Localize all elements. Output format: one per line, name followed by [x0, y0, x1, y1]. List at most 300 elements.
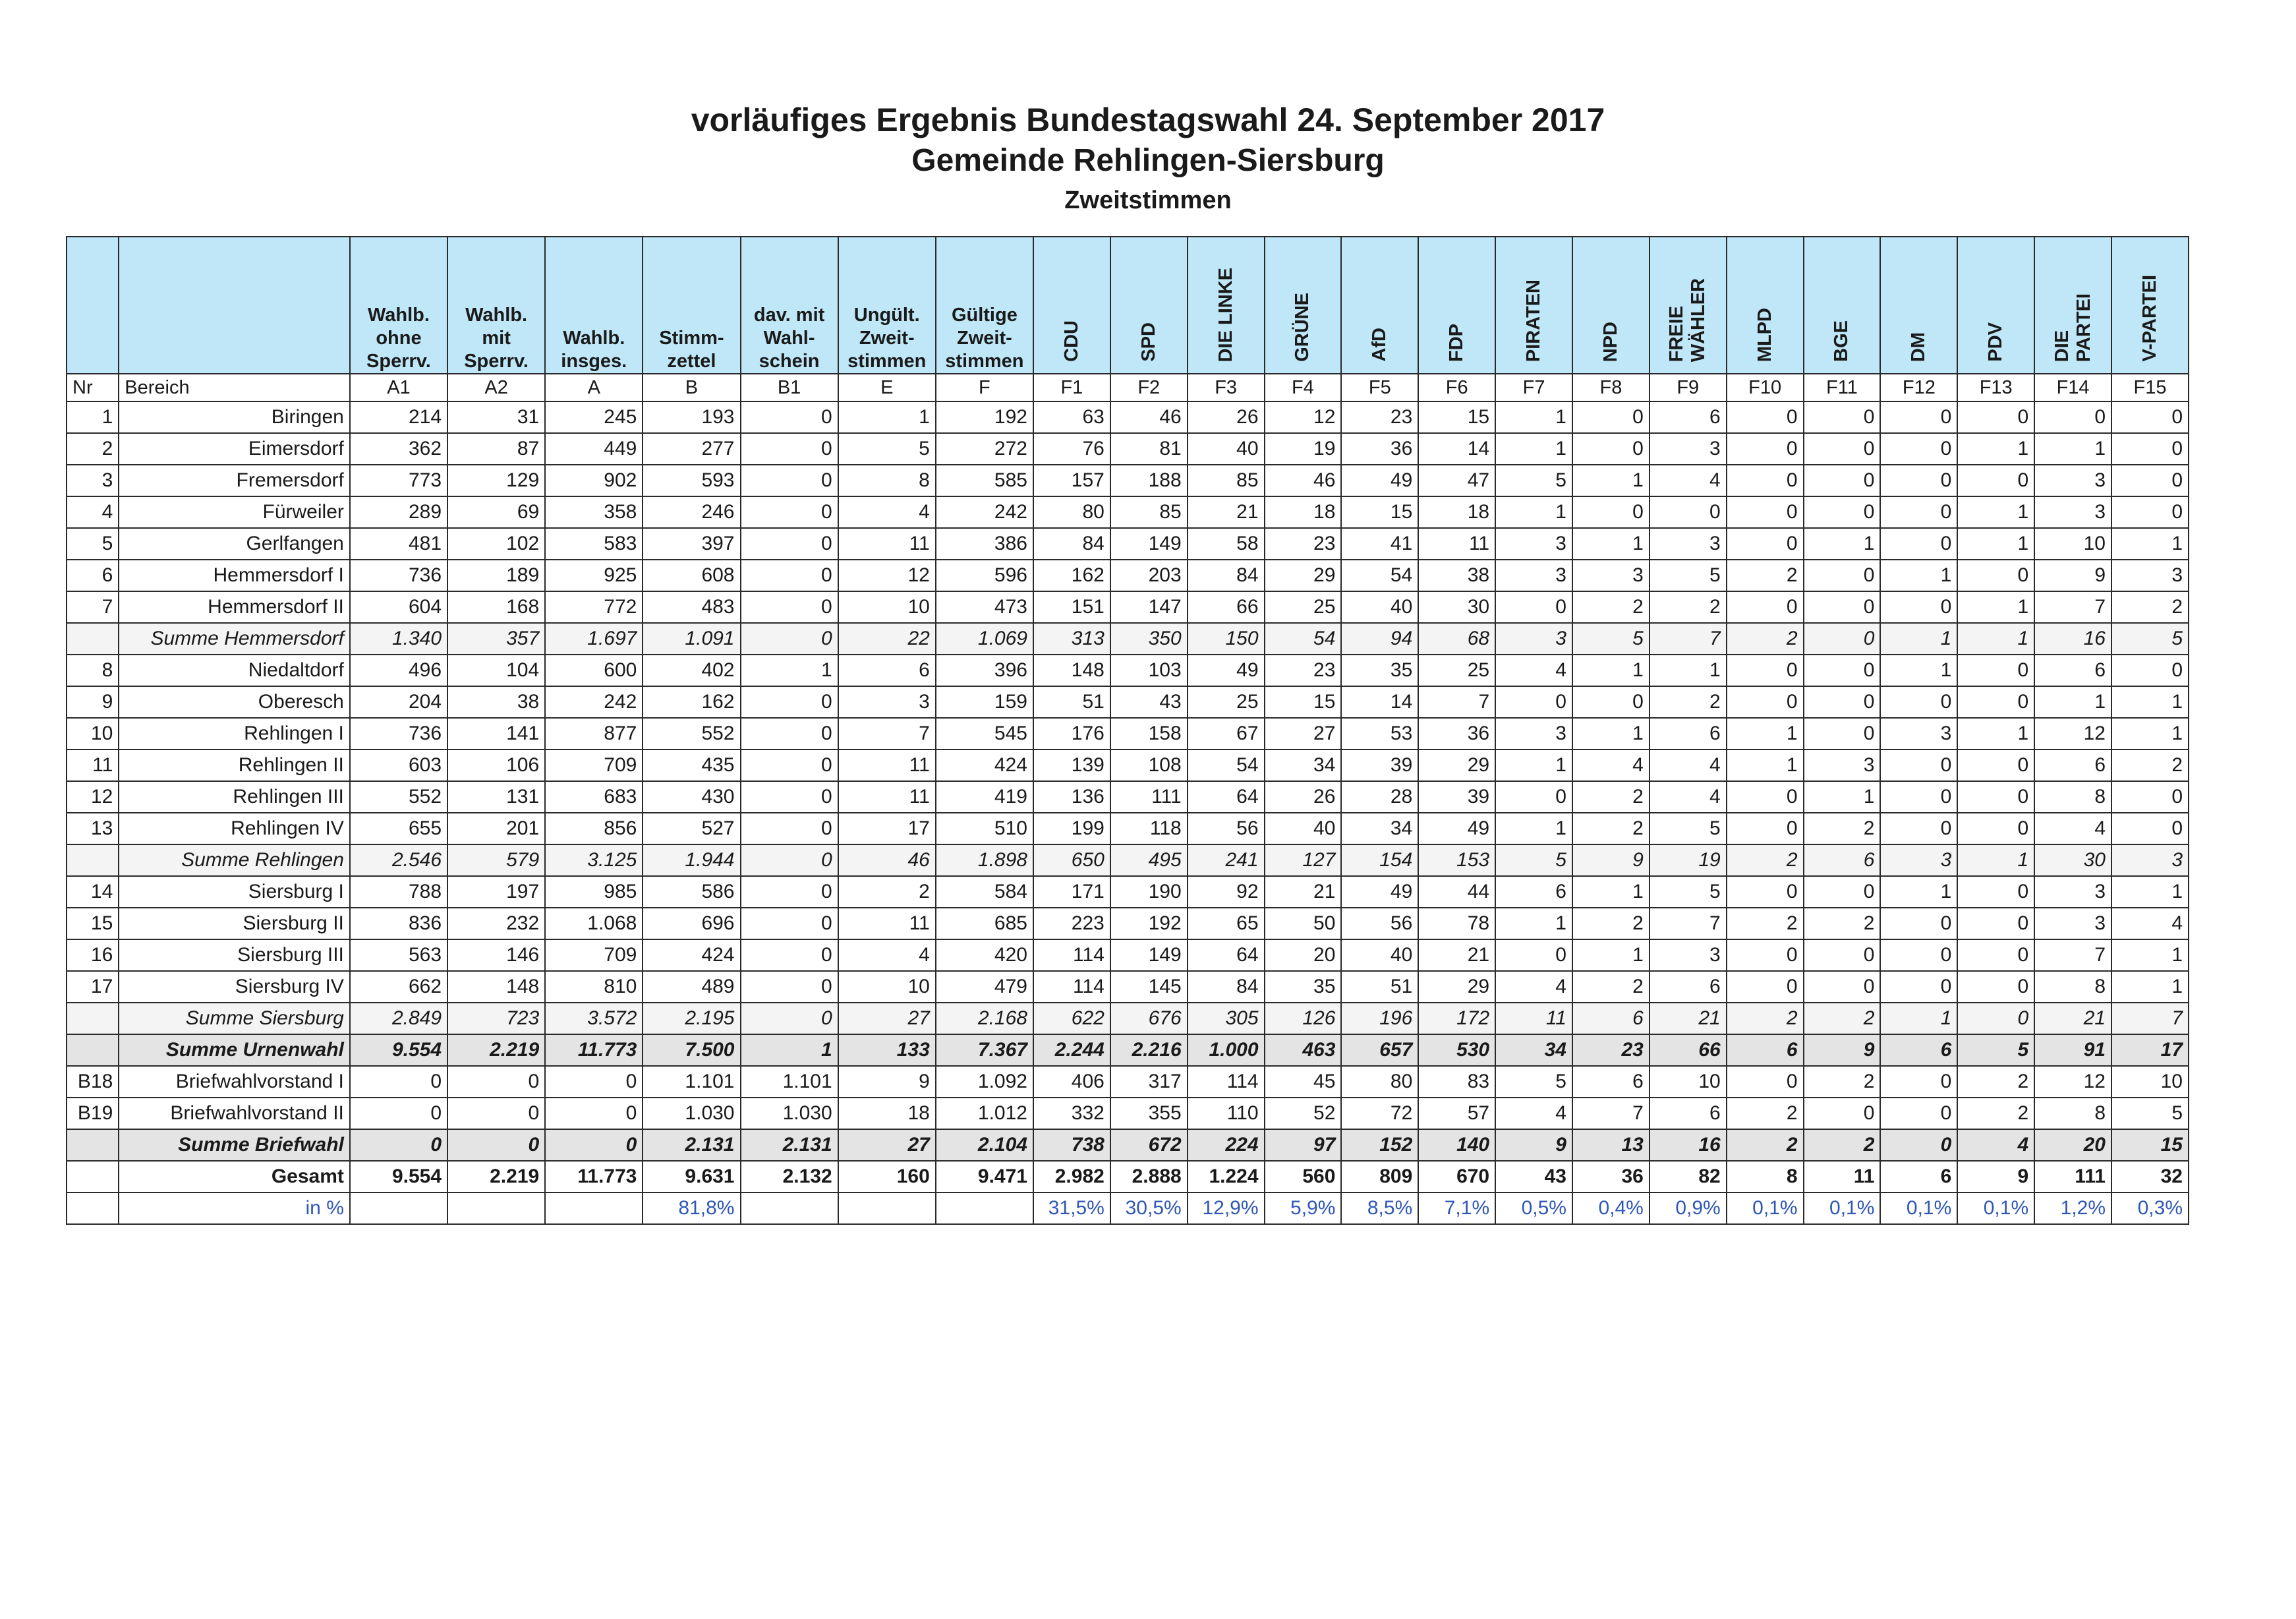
table-cell: 35	[1341, 655, 1418, 686]
table-cell: 357	[447, 623, 545, 655]
column-header	[1572, 237, 1650, 374]
column-header	[1418, 237, 1495, 374]
table-cell: 0	[1804, 623, 1881, 655]
table-cell: 0	[1957, 686, 2034, 718]
table-cell: 97	[1265, 1129, 1342, 1161]
table-row	[67, 465, 2189, 496]
row-label: in %	[119, 1192, 350, 1224]
table-cell: 596	[936, 560, 1033, 591]
table-cell: 171	[1033, 876, 1110, 908]
row-number: 15	[67, 908, 119, 939]
table-row	[67, 655, 2189, 686]
table-cell: 0	[1957, 939, 2034, 971]
table-cell: 192	[936, 401, 1033, 433]
table-cell: 0	[1880, 781, 1957, 813]
table-cell: 5	[1495, 844, 1572, 876]
table-cell: 29	[1418, 971, 1495, 1003]
table-cell: 25	[1188, 686, 1265, 718]
column-header	[1110, 237, 1188, 374]
table-cell: 2.219	[447, 1034, 545, 1066]
table-cell: 11	[1418, 528, 1495, 560]
table-cell: 6	[1727, 1034, 1804, 1066]
table-cell: 925	[545, 560, 643, 591]
table-cell: 0	[1804, 591, 1881, 623]
table-cell: 810	[545, 971, 643, 1003]
table-cell: 133	[838, 1034, 936, 1066]
table-cell: 0	[1880, 1066, 1957, 1098]
table-cell: 5	[1650, 876, 1727, 908]
table-cell: 2.195	[643, 1003, 740, 1034]
table-cell: 7	[1650, 623, 1727, 655]
table-cell: 3	[2111, 844, 2189, 876]
table-cell: 19	[1650, 844, 1727, 876]
table-cell: 9.554	[350, 1161, 447, 1192]
table-cell: 148	[1033, 655, 1110, 686]
row-number: 11	[67, 750, 119, 781]
table-cell: 435	[643, 750, 740, 781]
table-cell: 0	[350, 1129, 447, 1161]
table-cell: 22	[838, 623, 936, 655]
column-header-label: BGE	[1831, 320, 1852, 362]
table-cell: 0	[1957, 781, 2034, 813]
table-cell: 1	[2111, 971, 2189, 1003]
column-header-label: SPD	[1137, 322, 1159, 362]
table-cell: 676	[1110, 1003, 1188, 1034]
table-row	[67, 908, 2189, 939]
table-cell: 0	[1727, 433, 1804, 465]
table-cell: 224	[1188, 1129, 1265, 1161]
table-cell: 0	[1880, 686, 1957, 718]
table-cell: 1	[1572, 939, 1650, 971]
column-header-label: MLPD	[1754, 307, 1775, 362]
table-cell: 54	[1188, 750, 1265, 781]
table-cell: 585	[936, 465, 1033, 496]
table-cell: 1	[1495, 496, 1572, 528]
table-cell: 154	[1341, 844, 1418, 876]
table-cell: 0	[1880, 1129, 1957, 1161]
table-cell: 140	[1418, 1129, 1495, 1161]
table-cell: 0	[1727, 781, 1804, 813]
row-number: 8	[67, 655, 119, 686]
table-cell: 176	[1033, 718, 1110, 750]
table-cell: 3	[2111, 560, 2189, 591]
row-label: Gesamt	[119, 1161, 350, 1192]
row-number: 1	[67, 401, 119, 433]
table-cell: 0	[1804, 718, 1881, 750]
table-cell: 30	[1418, 591, 1495, 623]
row-label: Summe Urnenwahl	[119, 1034, 350, 1066]
table-cell: 0	[2111, 813, 2189, 844]
table-cell: 2	[1727, 1003, 1804, 1034]
row-number	[67, 1161, 119, 1192]
table-cell: 3.572	[545, 1003, 643, 1034]
table-cell: 4	[1650, 750, 1727, 781]
column-header-label: PIRATEN	[1523, 279, 1545, 362]
table-cell: 67	[1188, 718, 1265, 750]
column-code: F15	[2111, 374, 2189, 401]
table-cell: 106	[447, 750, 545, 781]
table-cell: 7	[838, 718, 936, 750]
table-cell: 147	[1110, 591, 1188, 623]
table-cell: 39	[1418, 781, 1495, 813]
table-cell: 114	[1188, 1066, 1265, 1098]
table-cell: 696	[643, 908, 740, 939]
table-cell: 1	[2111, 939, 2189, 971]
table-cell: 6	[1572, 1066, 1650, 1098]
table-cell: 406	[1033, 1066, 1110, 1098]
table-cell: 2	[1804, 1129, 1881, 1161]
table-cell: 2.849	[350, 1003, 447, 1034]
table-cell: 0,1%	[1957, 1192, 2034, 1224]
table-cell: 2	[1804, 1003, 1881, 1034]
table-cell: 223	[1033, 908, 1110, 939]
column-code: E	[838, 374, 936, 401]
table-cell: 2	[1572, 908, 1650, 939]
table-cell: 709	[545, 750, 643, 781]
table-cell: 0	[1804, 655, 1881, 686]
table-cell: 1.012	[936, 1098, 1033, 1129]
table-cell: 0	[447, 1098, 545, 1129]
table-cell: 473	[936, 591, 1033, 623]
table-cell: 2.131	[643, 1129, 740, 1161]
table-cell: 622	[1033, 1003, 1110, 1034]
table-cell: 65	[1188, 908, 1265, 939]
table-cell: 2.104	[936, 1129, 1033, 1161]
table-cell: 2	[1727, 908, 1804, 939]
table-cell: 489	[643, 971, 740, 1003]
column-header	[119, 237, 350, 374]
table-cell: 38	[447, 686, 545, 718]
table-cell: 111	[1110, 781, 1188, 813]
table-cell: 189	[447, 560, 545, 591]
table-cell: 149	[1110, 528, 1188, 560]
table-cell: 593	[643, 465, 740, 496]
table-cell: 0	[1957, 560, 2034, 591]
table-cell: 0	[741, 623, 838, 655]
table-cell: 0,1%	[1804, 1192, 1881, 1224]
table-cell: 2	[1727, 560, 1804, 591]
table-cell: 0	[741, 813, 838, 844]
table-cell: 3	[2034, 876, 2111, 908]
table-cell: 0	[741, 781, 838, 813]
row-number	[67, 1003, 119, 1034]
column-code: F14	[2034, 374, 2111, 401]
row-label: Fremersdorf	[119, 465, 350, 496]
table-cell: 11.773	[545, 1161, 643, 1192]
column-code: F8	[1572, 374, 1650, 401]
table-cell: 6	[1650, 718, 1727, 750]
row-number: 6	[67, 560, 119, 591]
table-cell: 20	[2034, 1129, 2111, 1161]
table-cell: 0	[2111, 465, 2189, 496]
table-cell: 1,2%	[2034, 1192, 2111, 1224]
results-table	[66, 236, 2189, 1225]
table-cell: 5	[838, 433, 936, 465]
table-cell: 723	[447, 1003, 545, 1034]
table-cell: 34	[1341, 813, 1418, 844]
table-cell: 0	[741, 844, 838, 876]
table-cell: 58	[1188, 528, 1265, 560]
table-cell: 0	[741, 939, 838, 971]
table-cell: 11	[1804, 1161, 1881, 1192]
column-header	[67, 237, 119, 374]
row-label: Siersburg III	[119, 939, 350, 971]
table-row	[67, 813, 2189, 844]
table-cell: 8,5%	[1341, 1192, 1418, 1224]
table-cell: 0	[741, 876, 838, 908]
table-cell: 4	[1495, 1098, 1572, 1129]
table-cell: 21	[1265, 876, 1342, 908]
table-cell: 10	[838, 971, 936, 1003]
table-cell: 1.101	[741, 1066, 838, 1098]
table-cell: 0	[1727, 401, 1804, 433]
table-row	[67, 433, 2189, 465]
column-header-label: AfD	[1369, 328, 1391, 362]
table-cell: 0	[1957, 971, 2034, 1003]
table-cell: 1	[2111, 686, 2189, 718]
row-number	[67, 623, 119, 655]
table-cell: 36	[1572, 1161, 1650, 1192]
row-label: Hemmersdorf II	[119, 591, 350, 623]
table-cell: 151	[1033, 591, 1110, 623]
table-cell: 1.092	[936, 1066, 1033, 1098]
column-code: F13	[1957, 374, 2034, 401]
table-cell: 46	[838, 844, 936, 876]
row-label: Summe Rehlingen	[119, 844, 350, 876]
table-cell: 0	[1727, 686, 1804, 718]
table-cell: 47	[1418, 465, 1495, 496]
table-cell: 2	[1957, 1066, 2034, 1098]
table-cell: 1	[2034, 433, 2111, 465]
table-cell: 0	[1957, 908, 2034, 939]
table-cell: 0	[447, 1066, 545, 1098]
table-cell: 1	[2034, 686, 2111, 718]
table-cell: 56	[1188, 813, 1265, 844]
table-cell: 63	[1033, 401, 1110, 433]
table-cell: 26	[1265, 781, 1342, 813]
code-row	[67, 374, 2189, 401]
table-cell: 773	[350, 465, 447, 496]
table-cell: 0	[1495, 939, 1572, 971]
table-cell: 3	[1804, 750, 1881, 781]
table-cell: 49	[1341, 876, 1418, 908]
table-cell: 6	[1650, 401, 1727, 433]
table-cell: 7.367	[936, 1034, 1033, 1066]
table-cell: 15	[2111, 1129, 2189, 1161]
table-cell: 0	[1957, 655, 2034, 686]
table-row	[67, 1066, 2189, 1098]
table-cell: 985	[545, 876, 643, 908]
table-cell: 0	[1727, 528, 1804, 560]
table-cell: 23	[1341, 401, 1418, 433]
column-header	[1033, 237, 1110, 374]
column-code: A1	[350, 374, 447, 401]
table-cell: 3	[1495, 528, 1572, 560]
table-cell: 9.471	[936, 1161, 1033, 1192]
table-cell: 9	[838, 1066, 936, 1098]
table-cell: 3	[1880, 718, 1957, 750]
table-cell: 0	[1880, 750, 1957, 781]
table-cell: 1.224	[1188, 1161, 1265, 1192]
table-cell: 162	[1033, 560, 1110, 591]
table-cell: 1	[1804, 781, 1881, 813]
table-cell: 136	[1033, 781, 1110, 813]
table-cell: 7,1%	[1418, 1192, 1495, 1224]
table-cell: 126	[1265, 1003, 1342, 1034]
table-cell: 463	[1265, 1034, 1342, 1066]
table-cell: 18	[1418, 496, 1495, 528]
row-label: Hemmersdorf I	[119, 560, 350, 591]
table-cell: 245	[545, 401, 643, 433]
table-cell: 0	[1804, 971, 1881, 1003]
column-header	[1727, 237, 1804, 374]
table-cell: 9	[2034, 560, 2111, 591]
table-cell: 8	[838, 465, 936, 496]
table-cell: 545	[936, 718, 1033, 750]
table-cell: 650	[1033, 844, 1110, 876]
table-cell: 6	[1650, 1098, 1727, 1129]
page-subtitle: Gemeinde Rehlingen-Siersburg	[911, 143, 1385, 178]
table-cell: 2	[1804, 813, 1881, 844]
table-cell: 655	[350, 813, 447, 844]
table-cell: 709	[545, 939, 643, 971]
column-header	[1957, 237, 2034, 374]
table-cell: 0	[1880, 971, 1957, 1003]
table-cell: 2	[1804, 1066, 1881, 1098]
table-cell: 0	[545, 1066, 643, 1098]
table-cell: 736	[350, 718, 447, 750]
table-cell: 5	[1495, 465, 1572, 496]
table-row	[67, 1034, 2189, 1066]
table-cell: 0	[1880, 591, 1957, 623]
table-cell	[545, 1192, 643, 1224]
table-cell: 11	[838, 908, 936, 939]
table-cell: 92	[1188, 876, 1265, 908]
table-cell: 13	[1572, 1129, 1650, 1161]
column-code: F5	[1341, 374, 1418, 401]
table-cell: 3	[1880, 844, 1957, 876]
table-cell: 0	[1727, 813, 1804, 844]
table-cell: 246	[643, 496, 740, 528]
row-number: 9	[67, 686, 119, 718]
table-cell: 145	[1110, 971, 1188, 1003]
table-row	[67, 939, 2189, 971]
table-cell: 46	[1110, 401, 1188, 433]
table-cell: 495	[1110, 844, 1188, 876]
table-cell: 7.500	[643, 1034, 740, 1066]
row-label: Oberesch	[119, 686, 350, 718]
table-cell: 0	[545, 1098, 643, 1129]
table-cell: 552	[350, 781, 447, 813]
table-cell: 0	[1727, 1066, 1804, 1098]
page-title: vorläufiges Ergebnis Bundestagswahl 24. September 2017	[691, 102, 1605, 138]
row-label: Siersburg I	[119, 876, 350, 908]
table-cell: 2	[1572, 813, 1650, 844]
table-cell: 242	[936, 496, 1033, 528]
table-cell: 4	[1650, 465, 1727, 496]
table-cell: 657	[1341, 1034, 1418, 1066]
table-cell: 102	[447, 528, 545, 560]
table-row	[67, 844, 2189, 876]
table-cell: 6	[2034, 750, 2111, 781]
table-cell: 527	[643, 813, 740, 844]
table-cell: 12	[1265, 401, 1342, 433]
table-cell: 672	[1110, 1129, 1188, 1161]
table-cell: 0	[741, 591, 838, 623]
table-cell: 80	[1341, 1066, 1418, 1098]
table-cell: 56	[1341, 908, 1418, 939]
table-cell: 11	[1495, 1003, 1572, 1034]
table-cell: 36	[1418, 718, 1495, 750]
table-cell: 3	[2034, 908, 2111, 939]
table-cell: 479	[936, 971, 1033, 1003]
table-cell: 7	[1572, 1098, 1650, 1129]
table-cell: 358	[545, 496, 643, 528]
table-cell: 84	[1188, 560, 1265, 591]
table-cell: 2	[1727, 844, 1804, 876]
table-cell: 3	[1650, 433, 1727, 465]
row-label: Siersburg IV	[119, 971, 350, 1003]
table-cell: 583	[545, 528, 643, 560]
table-cell: 0	[545, 1129, 643, 1161]
table-cell: 2.216	[1110, 1034, 1188, 1066]
table-row	[67, 496, 2189, 528]
table-cell: 9	[1804, 1034, 1881, 1066]
table-cell: 1	[838, 401, 936, 433]
table-cell: 214	[350, 401, 447, 433]
table-cell: 84	[1188, 971, 1265, 1003]
table-cell: 9	[1495, 1129, 1572, 1161]
table-cell: 9.631	[643, 1161, 740, 1192]
table-cell: 2	[1727, 1129, 1804, 1161]
column-code: Bereich	[119, 374, 350, 401]
table-cell: 203	[1110, 560, 1188, 591]
table-cell: 2	[1572, 781, 1650, 813]
table-cell: 5	[1572, 623, 1650, 655]
column-code: F11	[1804, 374, 1881, 401]
table-cell: 402	[643, 655, 740, 686]
table-cell: 772	[545, 591, 643, 623]
table-cell: 41	[1341, 528, 1418, 560]
table-cell: 0	[1880, 433, 1957, 465]
table-cell: 8	[1727, 1161, 1804, 1192]
table-cell: 902	[545, 465, 643, 496]
table-cell: 3	[1495, 623, 1572, 655]
table-cell: 424	[936, 750, 1033, 781]
column-header-label: V-PARTEI	[2139, 275, 2160, 362]
table-cell: 40	[1341, 591, 1418, 623]
table-cell: 6	[2034, 655, 2111, 686]
table-cell: 3	[1495, 718, 1572, 750]
table-cell: 1.340	[350, 623, 447, 655]
table-cell: 0	[1572, 686, 1650, 718]
column-header	[2111, 237, 2189, 374]
table-cell: 3	[1650, 528, 1727, 560]
table-cell: 192	[1110, 908, 1188, 939]
table-cell: 6	[1880, 1034, 1957, 1066]
row-number: B18	[67, 1066, 119, 1098]
table-cell: 0,1%	[1880, 1192, 1957, 1224]
table-cell: 0	[741, 750, 838, 781]
table-cell: 8	[2034, 971, 2111, 1003]
table-cell: 85	[1188, 465, 1265, 496]
table-cell: 0	[1727, 465, 1804, 496]
row-label: Rehlingen III	[119, 781, 350, 813]
table-cell: 332	[1033, 1098, 1110, 1129]
table-cell: 586	[643, 876, 740, 908]
column-header-label: PDV	[1985, 322, 2007, 362]
table-cell: 6	[838, 655, 936, 686]
